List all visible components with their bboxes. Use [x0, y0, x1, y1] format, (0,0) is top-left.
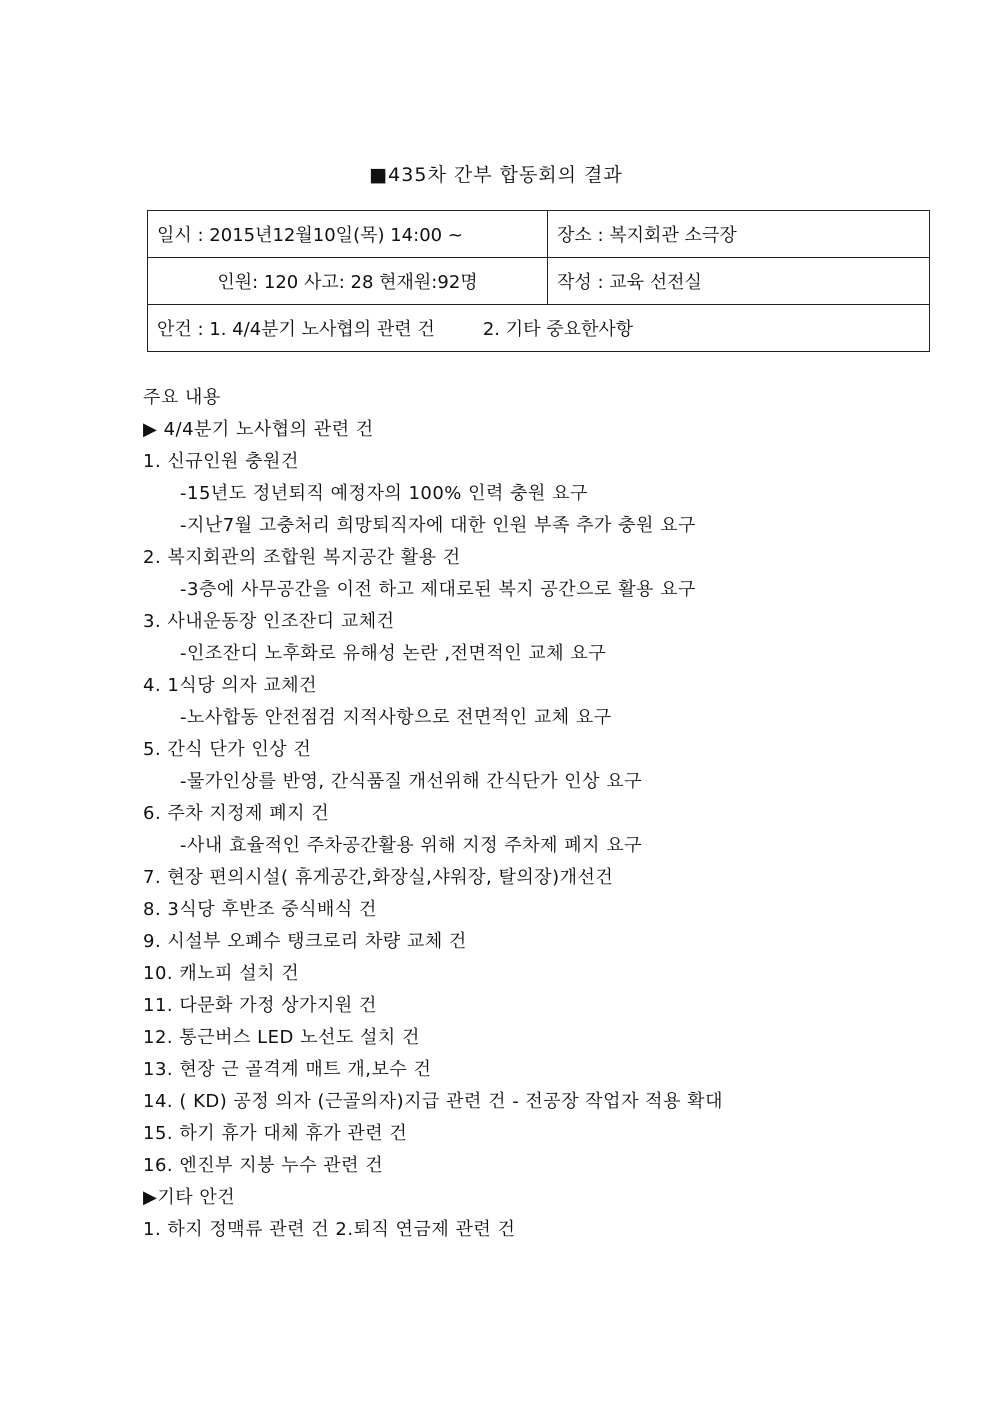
item-detail: -15년도 정년퇴직 예정자의 100% 인력 충원 요구	[180, 483, 588, 504]
item-detail: -노사합동 안전점검 지적사항으로 전면적인 교체 요구	[180, 707, 612, 728]
section-heading-labor: ▶ 4/4분기 노사협의 관련 건	[143, 419, 374, 440]
info-row	[148, 305, 930, 352]
list-item: 16. 엔진부 지붕 누수 관련 건	[143, 1155, 384, 1176]
list-item: 14. ( KD) 공정 의자 (근골의자)지급 관련 건 - 전공장 작업자 적용 확대	[143, 1091, 723, 1112]
item-detail: -지난7월 고충처리 희망퇴직자에 대한 인원 부족 추가 충원 요구	[180, 515, 696, 536]
meeting-members: 인원: 120 사고: 28 현재원:92명	[148, 258, 548, 305]
document-title: ■435차 간부 합동회의 결과	[369, 164, 623, 186]
item-detail: -물가인상를 반영, 간식품질 개선위해 간식단가 인상 요구	[180, 771, 642, 792]
info-row	[148, 211, 930, 258]
meeting-agenda	[148, 305, 930, 352]
list-item: 9. 시설부 오폐수 탱크로리 차량 교체 건	[143, 931, 467, 952]
list-item: 12. 통근버스 LED 노선도 설치 건	[143, 1027, 420, 1048]
list-item: 3. 사내운동장 인조잔디 교체건	[143, 611, 395, 632]
item-detail: -인조잔디 노후화로 유해성 논란 ,전면적인 교체 요구	[180, 643, 607, 664]
main-content	[143, 382, 943, 1246]
item-detail: -3층에 사무공간을 이전 하고 제대로된 복지 공간으로 활용 요구	[180, 579, 696, 600]
item-detail: -사내 효율적인 주차공간활용 위해 지정 주차제 폐지 요구	[180, 835, 642, 856]
section-heading-other: ▶기타 안건	[143, 1187, 236, 1208]
list-item: 5. 간식 단가 인상 건	[143, 739, 312, 760]
list-item: 6. 주차 지정제 폐지 건	[143, 803, 330, 824]
other-items: 1. 하지 정맥류 관련 건 2.퇴직 연금제 관련 건	[143, 1219, 516, 1240]
agenda-items-list	[143, 446, 943, 1182]
meeting-datetime: 일시 : 2015년12월10일(목) 14:00 ~	[148, 211, 548, 258]
list-item: 15. 하기 휴가 대체 휴가 관련 건	[143, 1123, 408, 1144]
list-item: 13. 현장 근 골격계 매트 개,보수 건	[143, 1059, 432, 1080]
list-item: 8. 3식당 후반조 중식배식 건	[143, 899, 377, 920]
meeting-info-table	[147, 210, 930, 352]
meeting-place: 장소 : 복지회관 소극장	[548, 211, 930, 258]
list-item: 7. 현장 편의시설( 휴게공간,화장실,샤워장, 탈의장)개선건	[143, 867, 614, 888]
info-row	[148, 258, 930, 305]
agenda-item-2: 2. 기타 중요한사항	[482, 319, 634, 340]
content-heading: 주요 내용	[143, 387, 221, 408]
agenda-item-1: 안건 : 1. 4/4분기 노사협의 관련 건	[157, 319, 435, 340]
meeting-author: 작성 : 교육 선전실	[548, 258, 930, 305]
list-item: 11. 다문화 가정 상가지원 건	[143, 995, 377, 1016]
list-item: 10. 캐노피 설치 건	[143, 963, 300, 984]
list-item: 1. 신규인원 충원건	[143, 451, 299, 472]
list-item: 4. 1식당 의자 교체건	[143, 675, 318, 696]
list-item: 2. 복지회관의 조합원 복지공간 활용 건	[143, 547, 461, 568]
